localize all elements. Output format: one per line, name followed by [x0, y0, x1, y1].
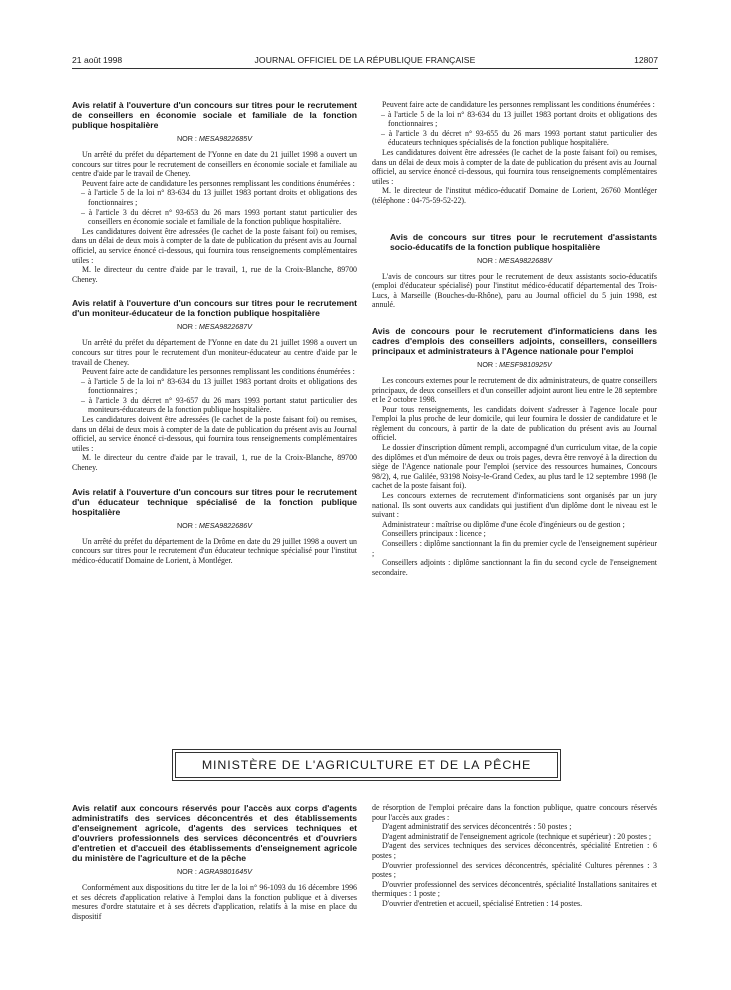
grade-item: D'agent des services techniques des services déconcentrés, spécialité Entretien : 6 postes ; [372, 841, 657, 860]
notice-concours-reserves-agriculture [72, 803, 357, 921]
nor-code: MESA9822687V [198, 322, 253, 332]
paragraph: Administrateur : maîtrise ou diplôme d'une école d'ingénieurs ou de gestion ; [382, 519, 625, 529]
nor-reference [372, 256, 657, 265]
notice-conseillers-economie-sociale [72, 100, 357, 284]
grade-item: D'ouvrier professionnel des services déconcentrés, spécialité Cultures pérennes : 3 postes ; [372, 860, 657, 880]
paragraph: Conformément aux dispositions du titre Ier de la loi n° 96-1093 du 16 décembre 1996 et ses décrets d'application relative à l'emploi dans la fonction publique et à diverses mesures d'ordre statutaire et à ses décrets d'application, relatifs à la mise en place du dispositif [72, 883, 357, 921]
notice-assistants-socio-educatifs [372, 232, 657, 310]
nor-code: MESA9822685V [198, 134, 253, 143]
notice-title: Avis relatif à l'ouverture d'un concours sur titres pour le recrutement d'un moniteur-éducateur de la fonction publique hospitalière [72, 298, 357, 319]
condition-item: – à l'article 3 du décret n° 93-653 du 26 mars 1993 portant statut particulier des conseillers en économie sociale et familiale de la fonction publique hospitalière. [81, 207, 357, 227]
paragraph: Conseillers adjoints : diplôme sanctionnant la fin du second cycle de l'enseignement secondaire. [372, 558, 657, 577]
notice-title: Avis relatif à l'ouverture d'un concours sur titres pour le recrutement d'un éducateur technique spécialisé de la fonction publique hospitalière [72, 486, 357, 517]
nor-reference [372, 360, 657, 369]
paragraph: Les candidatures doivent être adressées (le cachet de la poste faisant foi) ou remises, dans un délai de deux mois à compter de la date de publication du présent avis au Journal officiel, au service énoncé ci-dessous, qui fournira tous renseignements complémentaires utiles : [372, 147, 657, 186]
notice-educateur-technique [72, 487, 357, 566]
notice-moniteur-educateur [72, 298, 357, 472]
notice-continuation [372, 100, 657, 206]
condition-item: – à l'article 5 de la loi n° 83-634 du 13 juillet 1983 portant droits et obligations des fonctionnaires ; [81, 188, 357, 207]
nor-code: AGRA9801645V [198, 867, 253, 876]
page-header [72, 55, 658, 69]
paragraph: L'avis de concours sur titres pour le recrutement de deux assistants socio-éducatifs (emploi d'éducateur spécialisé) pour l'institut médico-éducatif départemental des Trois-Lucs, à Marseille (Bouches-du-Rhône), paru au Journal officiel du 5 juin 1998, est annulé. [372, 271, 657, 310]
nor-label: NOR : [176, 867, 197, 876]
issue-date: 21 août 1998 [72, 55, 123, 65]
ministry-heading: MINISTÈRE DE L'AGRICULTURE ET DE LA PÊCHE [175, 752, 558, 778]
column-right-top [372, 100, 657, 591]
notice-title: Avis relatif aux concours réservés pour l'accès aux corps d'agents administratifs des services déconcentrés et des établissements d'enseignement agricole, d'agents des services techniques et d'ouvriers professionnels des services déconcentrés et d'ouvriers d'entretien et d'accueil des établissements d'enseignement agricole du ministère de l'agriculture et de la pêche [72, 803, 357, 863]
grade-item: D'ouvrier d'entretien et accueil, spécialisé Entretien : 14 postes. [382, 898, 583, 908]
paragraph: Peuvent faire acte de candidature les personnes remplissant les conditions énumérées : [82, 367, 355, 377]
nor-reference [72, 521, 357, 530]
nor-label: NOR : [476, 255, 497, 265]
page-number: 12807 [634, 55, 658, 65]
nor-code: MESA9822686V [198, 520, 253, 530]
paragraph: Un arrêté du préfet du département de l'Yonne en date du 21 juillet 1998 a ouvert un concours sur titres pour le recrutement d'un moniteur-éducateur au centre d'aide par le travail de Cheney. [72, 338, 357, 367]
nor-code: MESA9822688V [498, 255, 553, 265]
paragraph: M. le directeur du centre d'aide par le travail, 1, rue de la Croix-Blanche, 89700 Cheney. [72, 265, 357, 284]
paragraph: Les concours externes de recrutement d'informaticiens sont organisés par un jury national. Ils sont ouverts aux candidats qui justifient d'un diplôme dont le niveau est le suivant : [372, 491, 657, 520]
condition-item: – à l'article 5 de la loi n° 83-634 du 13 juillet 1983 portant droits et obligations des fonctionnaires ; [81, 376, 357, 396]
header-rule [72, 68, 658, 69]
condition-item: – à l'article 5 de la loi n° 83-634 du 13 juillet 1983 portant droits et obligations des fonctionnaires ; [381, 109, 657, 129]
grade-item: D'agent administratif des services déconcentrés : 50 postes ; [382, 822, 572, 832]
notice-title: Avis relatif à l'ouverture d'un concours sur titres pour le recrutement de conseillers en économie sociale et familiale de la fonction publique hospitalière [72, 100, 357, 130]
nor-reference [72, 867, 357, 876]
paragraph: M. le directeur de l'institut médico-éducatif Domaine de Lorient, 26760 Montléger (téléphone : 04-75-59-52-22). [372, 186, 657, 205]
paragraph: Les concours externes pour le recrutement de dix administrateurs, de quatre conseillers principaux, de deux conseillers et d'un conseiller adjoint auront lieu entre le 28 septembre et le 2 octobre 1998. [372, 375, 657, 405]
grade-item: D'ouvrier professionnel des services déconcentrés, spécialité Installations sanitaires et thermiques : 1 poste ; [372, 879, 657, 899]
paragraph: de résorption de l'emploi précaire dans la fonction publique, quatre concours réservés pour l'accès aux grades : [372, 803, 657, 822]
paragraph: Conseillers : diplôme sanctionnant la fin du premier cycle de l'enseignement supérieur ; [372, 539, 657, 558]
journal-title: JOURNAL OFFICIEL DE LA RÉPUBLIQUE FRANÇAISE [254, 55, 476, 65]
nor-reference [72, 322, 357, 331]
nor-code: MESF9810925V [499, 359, 552, 369]
condition-item: – à l'article 3 du décret n° 93-657 du 26 mars 1993 portant statut particulier des moniteurs-éducateurs de la fonction publique hospitalière. [81, 395, 357, 415]
paragraph: M. le directeur du centre d'aide par le travail, 1, rue de la Croix-Blanche, 89700 Cheney. [72, 453, 357, 473]
paragraph: Le dossier d'inscription dûment rempli, accompagné d'un curriculum vitae, de la copie des diplômes et d'un mémoire de deux ou trois pages, devra être renvoyé à la direction du siège de l'Agence nationale pour l'emploi (service des ressources humaines, Concours 98/2), 4, rue Galilée, 93198 Noisy-le-Grand Cedex, au plus tard le 12 septembre 1998 (le cachet de la poste faisant foi). [372, 443, 657, 491]
paragraph: Conseillers principaux : licence ; [382, 529, 486, 539]
paragraph: Peuvent faire acte de candidature les personnes remplissant les conditions énumérées : [382, 100, 655, 109]
paragraph: Les candidatures doivent être adressées (le cachet de la poste faisant foi) ou remises, dans un délai de deux mois à compter de la date de publication du présent avis au Journal officiel, au service énoncé ci-dessous, qui fournira tous renseignements complémentaires utiles : [72, 415, 357, 453]
column-left-bottom [72, 803, 357, 935]
paragraph: Peuvent faire acte de candidature les personnes remplissant les conditions énumérées : [82, 178, 355, 188]
paragraph: Les candidatures doivent être adressées (le cachet de la poste faisant foi) ou remises, dans un délai de deux mois à compter de la date de publication du présent avis au Journal officiel, au service énoncé ci-dessous, qui fournira tous renseignements complémentaires utiles : [72, 226, 357, 265]
paragraph: Pour tous renseignements, les candidats doivent s'adresser à l'agence locale pour l'emploi la plus proche de leur domicile, qui leur fournira le dossier de candidature et le règlement du concours, à partir de la date de publication du présent avis au Journal officiel. [372, 404, 657, 443]
notice-title: Avis de concours sur titres pour le recrutement d'assistants socio-éducatifs de la fonction publique hospitalière [390, 231, 657, 252]
paragraph: Un arrêté du préfet du département de la Drôme en date du 29 juillet 1998 a ouvert un concours sur titres pour le recrutement d'un éducateur technique spécialisé pour l'institut médico-éducatif Domaine de Lorient, à Montléger. [72, 536, 357, 565]
nor-label: NOR : [477, 359, 498, 369]
paragraph: Un arrêté du préfet du département de l'Yonne en date du 21 juillet 1998 a ouvert un concours sur titres pour le recrutement de conseillers en économie sociale et familiale au centre d'aide par le travail de Cheney. [72, 150, 357, 179]
nor-label: NOR : [176, 520, 197, 530]
nor-label: NOR : [176, 322, 197, 332]
column-right-bottom [372, 803, 657, 909]
nor-reference [72, 134, 357, 143]
notice-title: Avis de concours pour le recrutement d'informaticiens dans les cadres d'emplois des conseillers adjoints, conseillers, conseillers principaux et administrateurs à l'Agence nationale pour l'emploi [372, 325, 657, 356]
grade-item: D'agent administratif de l'enseignement agricole (technique et supérieur) : 20 postes ; [382, 831, 652, 841]
column-left-top [72, 100, 357, 579]
nor-label: NOR : [176, 134, 197, 143]
notice-informaticiens-anpe [372, 326, 657, 577]
condition-item: – à l'article 3 du décret n° 93-655 du 26 mars 1993 portant statut particulier des éducateurs techniques spécialisés de la fonction publique hospitalière. [381, 128, 657, 148]
